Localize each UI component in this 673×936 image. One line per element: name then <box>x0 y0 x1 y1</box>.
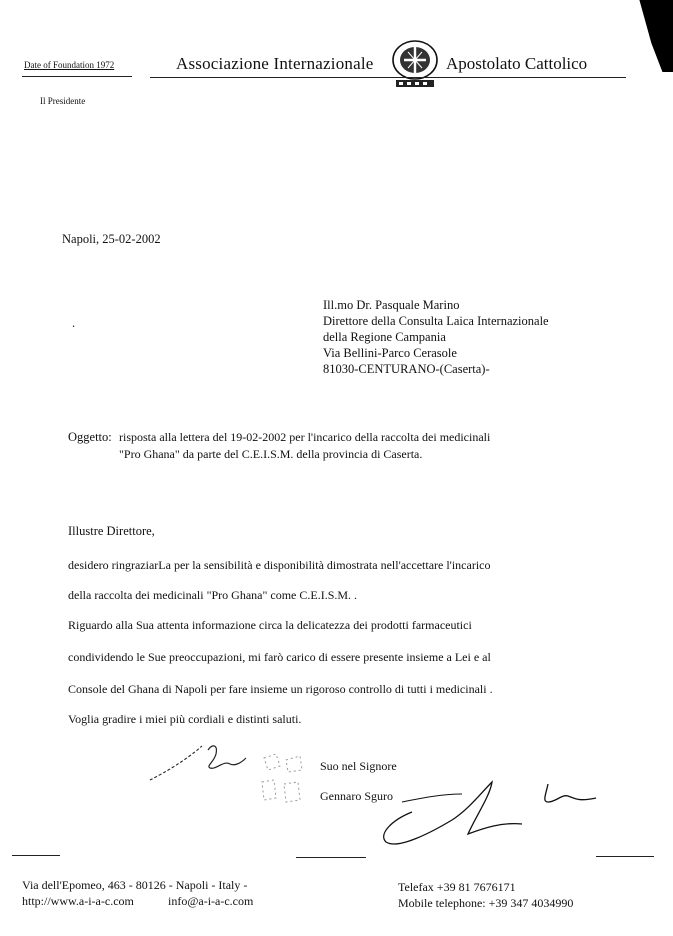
closing-text: Suo nel Signore <box>320 759 397 773</box>
body-line: desidero ringraziarLa per la sensibilità e disponibilità dimostrata nell'accettare l'incarico <box>68 558 491 572</box>
body-line: della raccolta dei medicinali "Pro Ghana" come C.E.I.S.M. . <box>68 588 358 602</box>
stray-mark: . <box>72 316 76 330</box>
org-name-right: Apostolato Cattolico <box>446 54 588 73</box>
recipient-line: Direttore della Consulta Laica Internazionale <box>323 314 549 328</box>
date-line: Napoli, 25-02-2002 <box>62 232 161 246</box>
signature-icon <box>372 772 612 852</box>
handwritten-initials-icon <box>146 736 256 786</box>
footer-email-link[interactable]: info@a-i-a-c.com <box>168 894 254 908</box>
footer-web-link[interactable]: http://www.a-i-a-c.com <box>22 894 134 908</box>
footer-rule-right <box>596 856 654 857</box>
scan-corner-artifact <box>625 0 673 72</box>
recipient-line: Ill.mo Dr. Pasquale Marino <box>323 298 460 312</box>
recipient-line: Via Bellini-Parco Cerasole <box>323 346 457 360</box>
recipient-line: 81030-CENTURANO-(Caserta)- <box>323 362 490 376</box>
president-label: Il Presidente <box>40 96 86 106</box>
footer-mobile: Mobile telephone: +39 347 4034990 <box>398 896 574 910</box>
footer-rule-mid <box>296 857 366 858</box>
header-rule-left <box>22 76 132 77</box>
faint-stamp-icon <box>256 748 310 810</box>
seal-logo-icon <box>386 38 444 92</box>
body-line: Console del Ghana di Napoli per fare insieme un rigoroso controllo di tutti i medicinali . <box>68 682 493 696</box>
footer-telefax: Telefax +39 81 7676171 <box>398 880 516 894</box>
signer-name: Gennaro Sguro <box>320 789 393 803</box>
header-rule-main <box>150 77 626 78</box>
subject-line: "Pro Ghana" da parte del C.E.I.S.M. della provincia di Caserta. <box>119 447 423 461</box>
body-line: Voglia gradire i miei più cordiali e distinti saluti. <box>68 712 302 726</box>
footer-rule-left <box>12 855 60 856</box>
org-name-left: Associazione Internazionale <box>176 54 374 73</box>
subject-label: Oggetto: <box>68 430 112 444</box>
body-line: condividendo le Sue preoccupazioni, mi farò carico di essere presente insieme a Lei e al <box>68 650 491 664</box>
salutation: Illustre Direttore, <box>68 524 155 538</box>
body-line: Riguardo alla Sua attenta informazione circa la delicatezza dei prodotti farmaceutici <box>68 618 472 632</box>
recipient-line: della Regione Campania <box>323 330 446 344</box>
subject-line: risposta alla lettera del 19-02-2002 per l'incarico della raccolta dei medicinali <box>119 430 491 444</box>
footer-address: Via dell'Epomeo, 463 - 80126 - Napoli - Italy - <box>22 878 248 892</box>
foundation-date: Date of Foundation 1972 <box>24 60 115 70</box>
